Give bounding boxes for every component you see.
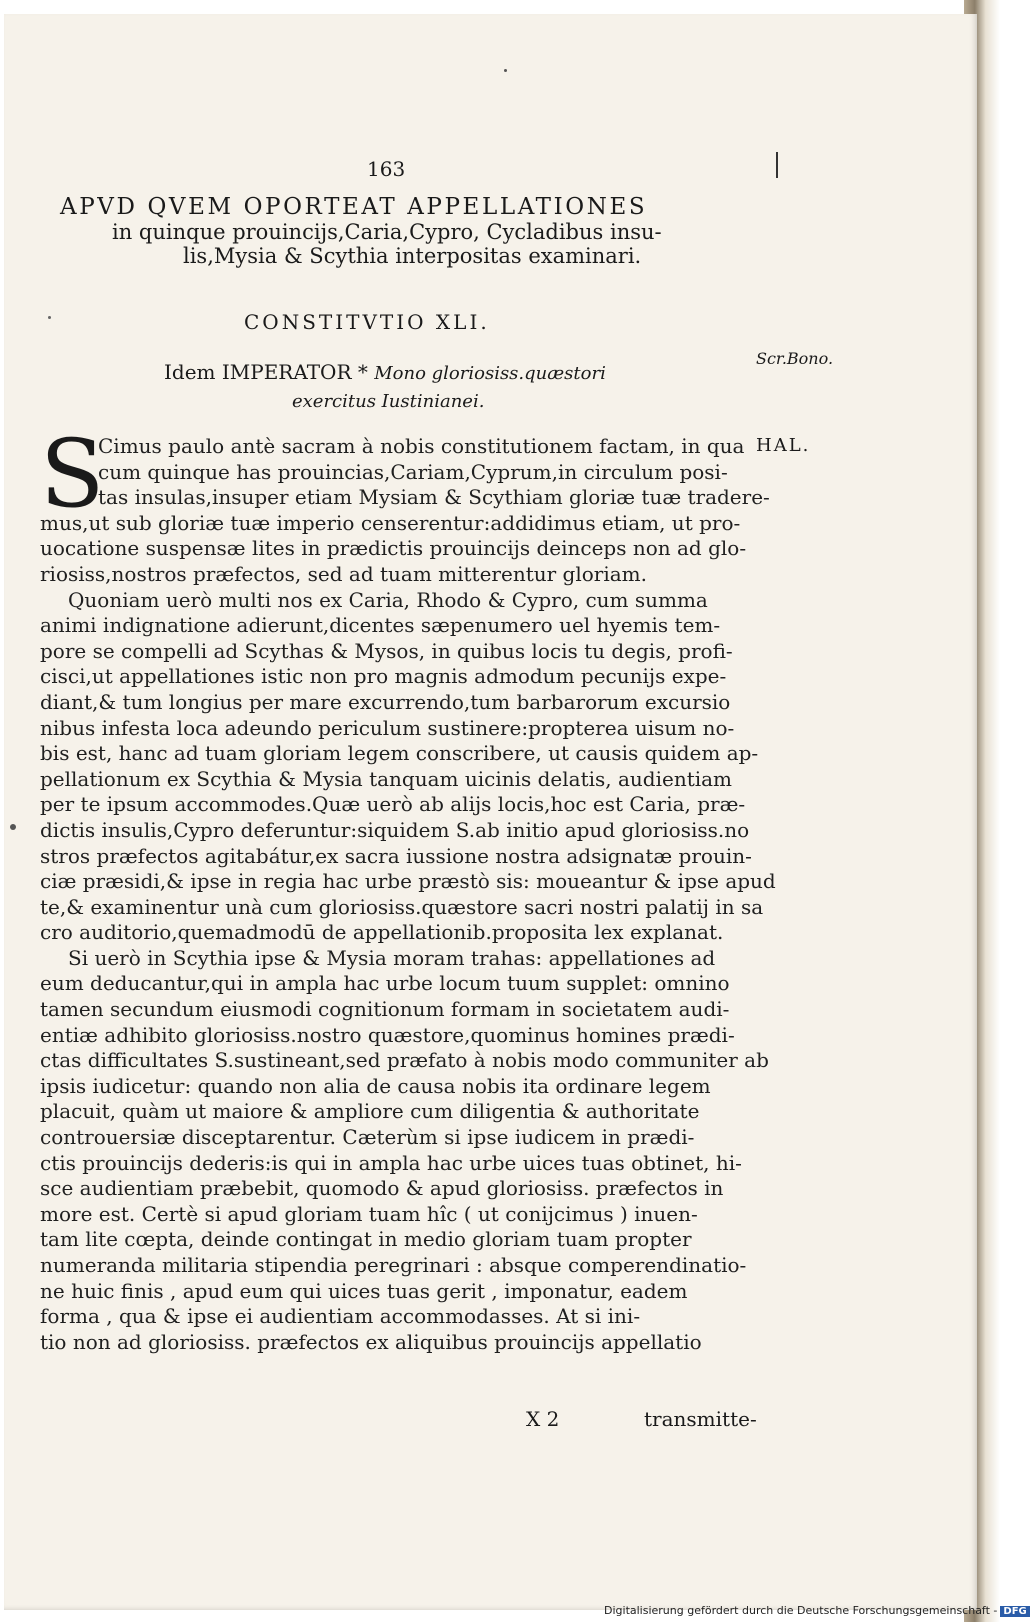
signature-mark: X 2 bbox=[526, 1407, 560, 1431]
title-line-2: in quinque prouincijs,Caria,Cypro, Cycladibus insu- bbox=[112, 220, 662, 244]
text-line: tio non ad gloriosiss. præfectos ex aliquibus prouincijs appellatio bbox=[40, 1329, 702, 1354]
text-line: tamen secundum eiusmodi cognitionum formam in societatem audi- bbox=[40, 997, 730, 1022]
dfg-logo: DFG bbox=[1000, 1606, 1029, 1617]
text-line: stros præfectos agitabátur,ex sacra iussione nostra adsignatæ prouin- bbox=[40, 843, 752, 868]
text-line: ctas difficultates S.sustineant,sed præfato à nobis modo communiter ab bbox=[40, 1048, 769, 1073]
text-line: Quoniam uerò multi nos ex Caria, Rhodo & Cypro, cum summa bbox=[68, 587, 708, 612]
page-number: 163 bbox=[367, 157, 406, 181]
text-line: cro auditorio,quemadmodū de appellationib.proposita lex explanat. bbox=[40, 920, 724, 945]
text-line: diant,& tum longius per mare excurrendo,tum barbarorum excursio bbox=[40, 689, 731, 714]
title-line-3: lis,Mysia & Scythia interpositas examinari. bbox=[183, 244, 642, 268]
text-line: tas insulas,insuper etiam Mysiam & Scythiam gloriæ tuæ tradere- bbox=[98, 485, 770, 510]
text-line: Si uerò in Scythia ipse & Mysia moram trahas: appellationes ad bbox=[68, 945, 716, 970]
address-heading-recipient: Mono gloriosiss.quæstori bbox=[374, 363, 606, 384]
text-line: ciæ præsidi,& ipse in regia hac urbe præstò sis: moueantur & ipse apud bbox=[40, 869, 776, 894]
margin-note-scr: Scr.Bono. bbox=[756, 349, 834, 368]
text-line: forma , qua & ipse ei audientiam accommodasses. At si ini- bbox=[40, 1304, 641, 1329]
text-line: numeranda militaria stipendia peregrinari : absque comperendinatio- bbox=[40, 1253, 747, 1277]
constitution-number: CONSTITVTIO XLI. bbox=[244, 310, 490, 334]
text-line: ctis prouincijs dederis:is qui in ampla hac urbe uices tuas obtinet, hi- bbox=[40, 1150, 742, 1175]
text-line: more est. Certè si apud gloriam tuam hîc ( ut conijcimus ) inuen- bbox=[40, 1201, 698, 1226]
ink-mark bbox=[776, 152, 778, 178]
ink-speck bbox=[10, 824, 16, 830]
chapter-title bbox=[60, 194, 800, 268]
text-line: mus,ut sub gloriæ tuæ imperio censerentur:addidimus etiam, ut pro- bbox=[40, 510, 741, 535]
text-line: eum deducantur,qui in ampla hac urbe locum tuum supplet: omnino bbox=[40, 971, 730, 996]
body-text bbox=[40, 420, 776, 1355]
text-line: cum quinque has prouincias,Cariam,Cyprum,in circulum posi- bbox=[98, 459, 728, 484]
text-line: Cimus paulo antè sacram à nobis constitutionem factam, in qua bbox=[98, 434, 745, 458]
address-heading-emperor: Idem IMPERATOR * bbox=[164, 360, 375, 384]
address-heading-line-2: exercitus Iustinianei. bbox=[292, 391, 485, 412]
catchword: transmitte- bbox=[644, 1407, 757, 1431]
text-line: per te ipsum accommodes.Quæ uerò ab alijs locis,hoc est Caria, præ- bbox=[40, 792, 746, 817]
drop-cap: S bbox=[40, 420, 105, 529]
text-line: controuersiæ disceptarentur. Cæterùm si ipse iudicem in prædi- bbox=[40, 1125, 695, 1150]
text-line: ipsis iudicetur: quando non alia de causa nobis ita ordinare legem bbox=[40, 1073, 711, 1098]
ink-speck bbox=[504, 69, 507, 72]
credit-text: Digitalisierung gefördert durch die Deutsche Forschungsgemeinschaft - bbox=[604, 1604, 998, 1617]
text-line: tam lite cœpta, deinde contingat in medio gloriam tuam propter bbox=[40, 1227, 692, 1252]
text-line: te,& examinentur unà cum gloriosiss.quæstore sacri nostri palatij in sa bbox=[40, 894, 764, 919]
digitization-credit bbox=[604, 1604, 1030, 1617]
text-line: placuit, quàm ut maiore & ampliore cum diligentia & authoritate bbox=[40, 1099, 700, 1124]
text-line: pore se compelli ad Scythas & Mysos, in quibus locis tu degis, profi- bbox=[40, 638, 733, 663]
margin-note-hal: HAL. bbox=[756, 435, 811, 456]
text-line: sce audientiam præbebit, quomodo & apud gloriosiss. præfectos in bbox=[40, 1176, 724, 1201]
book-page bbox=[4, 14, 977, 1610]
text-line: pellationum ex Scythia & Mysia tanquam uicinis delatis, audientiam bbox=[40, 766, 733, 791]
text-line: bis est, hanc ad tuam gloriam legem conscribere, ut causis quidem ap- bbox=[40, 741, 759, 766]
text-line: dictis insulis,Cypro deferuntur:siquidem S.ab initio apud gloriosiss.no bbox=[40, 817, 750, 842]
text-line: animi indignatione adierunt,dicentes sæpenumero uel hyemis tem- bbox=[40, 613, 721, 638]
text-line: nibus infesta loca adeundo periculum sustinere:propterea uisum no- bbox=[40, 715, 735, 740]
text-line: ne huic finis , apud eum qui uices tuas gerit , imponatur, eadem bbox=[40, 1278, 688, 1303]
text-line: riosiss,nostros præfectos, sed ad tuam mitterentur gloriam. bbox=[40, 561, 647, 586]
ink-speck bbox=[48, 316, 51, 319]
text-line: entiæ adhibito gloriosiss.nostro quæstore,quominus homines prædi- bbox=[40, 1022, 735, 1047]
text-line: cisci,ut appellationes istic non pro magnis admodum pecunijs expe- bbox=[40, 664, 727, 689]
text-line: uocatione suspensæ lites in prædictis prouincijs deinceps non ad glo- bbox=[40, 536, 747, 561]
title-line-1: APVD QVEM OPORTEAT APPELLATIONES bbox=[60, 194, 648, 220]
address-heading bbox=[164, 360, 606, 384]
